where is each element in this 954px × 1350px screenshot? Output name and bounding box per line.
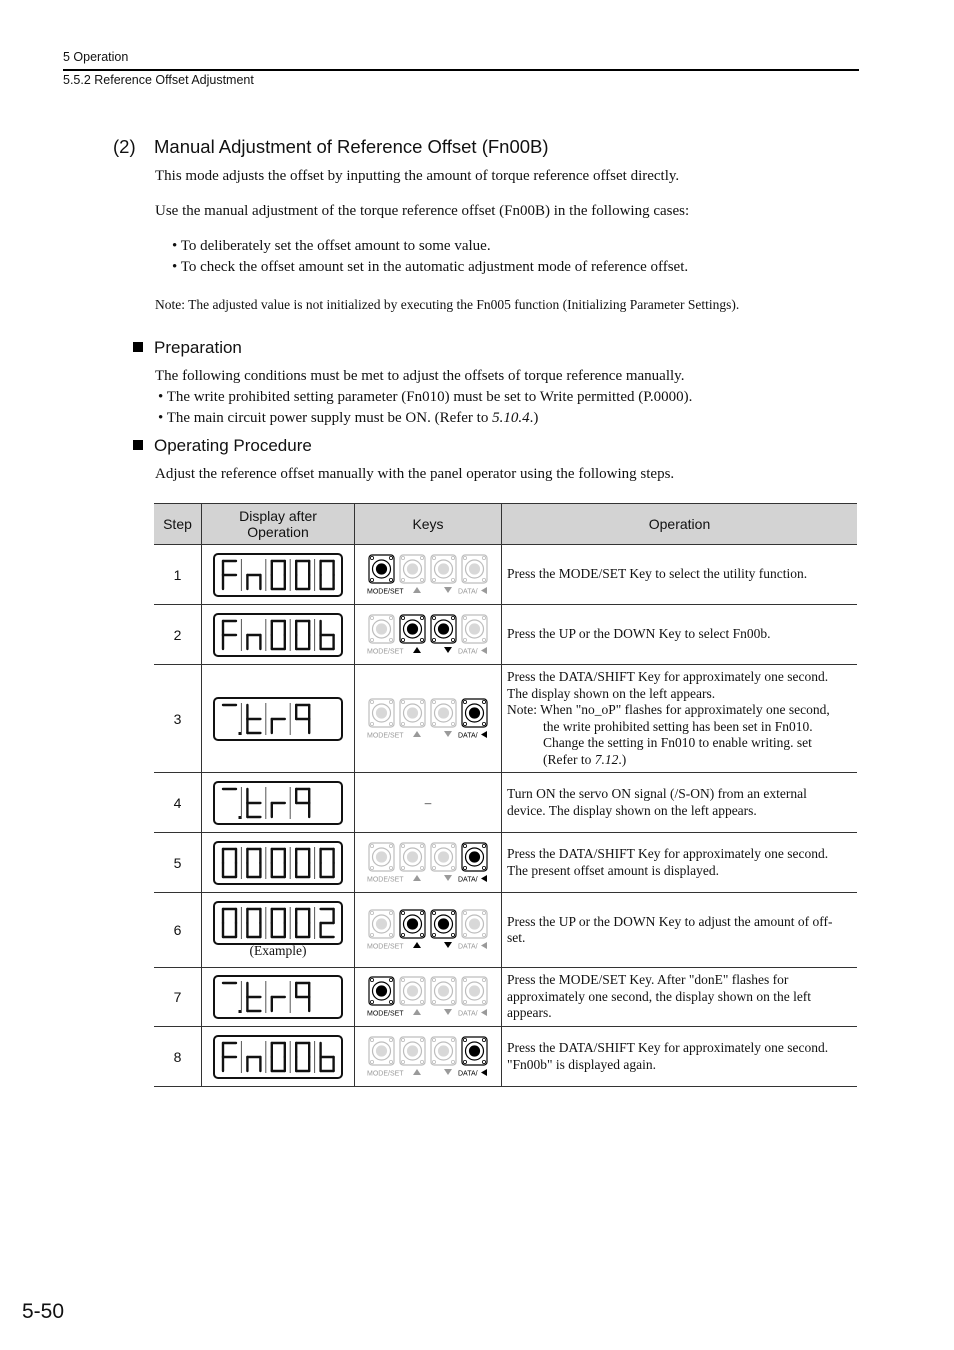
header-display-line: Operation: [247, 524, 309, 540]
note: Note: The adjusted value is not initialized by executing the Fn005 function (Initializing Parameter Settings).: [155, 297, 740, 312]
header-display-line: Display after: [239, 508, 317, 524]
procedure-heading-text: Operating Procedure: [154, 436, 312, 455]
operation-line: Press the DATA/SHIFT Key for approximately one second.: [507, 1040, 829, 1055]
operation-line: "Fn00b" is displayed again.: [507, 1056, 657, 1072]
keys-cell: [355, 665, 502, 773]
svg-text:DATA/: DATA/: [458, 943, 478, 951]
square-bullet-icon: [133, 342, 143, 352]
svg-text:MODE/SET: MODE/SET: [367, 1070, 404, 1077]
keys-cell: [355, 893, 502, 968]
case-item: • To check the offset amount set in the automatic adjustment mode of reference offset.: [172, 259, 689, 275]
svg-text:DATA/: DATA/: [458, 588, 478, 595]
case-item: • To deliberately set the offset amount to some value.: [172, 238, 491, 254]
header-rule: [63, 69, 859, 71]
note-text: (Refer to: [543, 751, 595, 767]
panel-keys-up-down-icon: [366, 613, 490, 657]
operation-text: [502, 773, 858, 833]
table-row: [154, 968, 857, 1027]
seven-segment-display: [213, 697, 343, 741]
keys-cell: [355, 605, 502, 665]
operation-note-line: Note: When "no_oP" flashes for approximately one second,: [507, 702, 830, 717]
step-number: 2: [154, 605, 202, 665]
svg-text:MODE/SET: MODE/SET: [367, 588, 404, 595]
svg-text:DATA/: DATA/: [458, 876, 478, 883]
operation-note-line: [507, 752, 853, 769]
header-keys: Keys: [355, 504, 502, 545]
operation-line: The display shown on the left appears.: [507, 685, 716, 701]
step-number: 6: [154, 893, 202, 968]
preparation-item-text: • The main circuit power supply must be ON. (Refer to: [158, 410, 493, 426]
operation-line: Turn ON the servo ON signal (/S-ON) from an external: [507, 786, 807, 801]
step-number: 1: [154, 545, 202, 605]
preparation-heading-text: Preparation: [154, 338, 242, 357]
keys-cell: [355, 1027, 502, 1087]
operation-text: Press the UP or the DOWN Key to select Fn00b.: [502, 605, 858, 665]
header-step: Step: [154, 504, 202, 545]
step-number: 7: [154, 968, 202, 1027]
display-cell: [202, 605, 355, 665]
table-header-row: [154, 504, 857, 545]
svg-text:MODE/SET: MODE/SET: [367, 732, 404, 739]
procedure-lead: Adjust the reference offset manually with the panel operator using the following steps.: [155, 466, 675, 482]
step-number: 8: [154, 1027, 202, 1087]
operation-line: set.: [507, 930, 526, 945]
procedure-table: [154, 503, 857, 1087]
section-number: (2): [113, 136, 136, 157]
table-row: [154, 545, 857, 605]
keys-cell: [355, 545, 502, 605]
step-number: 4: [154, 773, 202, 833]
operation-note-line: Change the setting in Fn010 to enable writing. set: [543, 735, 812, 750]
header-display: [202, 504, 355, 545]
operation-text: [502, 833, 858, 893]
operation-line: The present offset amount is displayed.: [507, 862, 719, 878]
operation-text: [502, 665, 858, 773]
seven-segment-display: [213, 613, 343, 657]
header-section: 5.5.2 Reference Offset Adjustment: [63, 73, 254, 87]
panel-keys-up-down-icon: [366, 908, 490, 952]
operation-note-line: the write prohibited setting has been set in Fn010.: [543, 718, 813, 734]
display-cell: [202, 1027, 355, 1087]
section-title: [113, 136, 549, 158]
intro-paragraph: This mode adjusts the offset by inputting the amount of torque reference offset directly.: [155, 168, 680, 184]
panel-keys-data-shift-icon: [366, 1035, 490, 1079]
preparation-item: [158, 410, 538, 427]
panel-keys-mode-set-icon: [366, 975, 490, 1019]
operation-line: Press the DATA/SHIFT Key for approximately one second.: [507, 669, 829, 684]
operation-text: Press the MODE/SET Key to select the utility function.: [502, 545, 858, 605]
keys-none: –: [355, 773, 502, 833]
section-reference-link[interactable]: 5.10.4: [492, 410, 530, 426]
preparation-item-text: .): [529, 410, 539, 426]
step-number: 3: [154, 665, 202, 773]
preparation-heading: [133, 338, 242, 358]
svg-text:MODE/SET: MODE/SET: [367, 943, 404, 951]
square-bullet-icon: [133, 440, 143, 450]
display-cell: [202, 833, 355, 893]
operation-text: [502, 968, 858, 1027]
seven-segment-display: [213, 781, 343, 825]
table-row: [154, 665, 857, 773]
display-cell: [202, 545, 355, 605]
seven-segment-display: [213, 975, 343, 1019]
page-number: 5-50: [22, 1300, 65, 1323]
operation-line: Press the MODE/SET Key. After "donE" flashes for: [507, 972, 789, 988]
svg-text:MODE/SET: MODE/SET: [367, 648, 404, 655]
keys-cell: [355, 968, 502, 1027]
svg-text:DATA/: DATA/: [458, 1070, 478, 1077]
seven-segment-display: [213, 841, 343, 885]
seven-segment-display: [213, 553, 343, 597]
display-cell: [202, 773, 355, 833]
table-row: [154, 1027, 857, 1087]
svg-text:DATA/: DATA/: [458, 648, 478, 655]
svg-text:DATA/: DATA/: [458, 732, 478, 739]
display-cell: [202, 665, 355, 773]
operation-line: appears.: [507, 1005, 552, 1021]
display-cell: [202, 968, 355, 1027]
preparation-lead: The following conditions must be met to adjust the offsets of torque reference manually.: [155, 368, 685, 384]
seven-segment-display: [213, 1035, 343, 1079]
table-row: [154, 893, 857, 968]
display-caption: (Example): [249, 943, 307, 958]
table-row: [154, 605, 857, 665]
svg-text:MODE/SET: MODE/SET: [367, 876, 404, 883]
operation-text: [502, 1027, 858, 1087]
operation-line: approximately one second, the display shown on the left: [507, 988, 812, 1004]
operation-text: [502, 893, 858, 968]
svg-text:DATA/: DATA/: [458, 1010, 478, 1018]
seven-segment-display: [213, 901, 343, 945]
operation-line: Press the DATA/SHIFT Key for approximately one second.: [507, 846, 829, 861]
note-text: .): [618, 751, 627, 767]
procedure-heading: [133, 436, 312, 456]
table-row: [154, 833, 857, 893]
svg-text:MODE/SET: MODE/SET: [367, 1010, 404, 1018]
header-chapter: 5 Operation: [63, 50, 129, 64]
keys-cell: [355, 833, 502, 893]
section-reference-link[interactable]: 7.12: [594, 751, 619, 767]
panel-keys-data-shift-icon: [366, 697, 490, 741]
preparation-item: • The write prohibited setting parameter (Fn010) must be set to Write permitted (P.0000).: [158, 389, 693, 405]
operation-line: device. The display shown on the left appears.: [507, 802, 757, 818]
display-cell: [202, 893, 355, 968]
panel-keys-mode-set-icon: [366, 553, 490, 597]
section-title-text: Manual Adjustment of Reference Offset (Fn00B): [154, 136, 549, 157]
step-number: 5: [154, 833, 202, 893]
table-row: [154, 773, 857, 833]
operation-line: Press the UP or the DOWN Key to adjust the amount of off-: [507, 913, 833, 929]
cases-lead: Use the manual adjustment of the torque reference offset (Fn00B) in the following cases:: [155, 203, 690, 219]
header-operation: Operation: [502, 504, 858, 545]
panel-keys-data-shift-icon: [366, 841, 490, 885]
